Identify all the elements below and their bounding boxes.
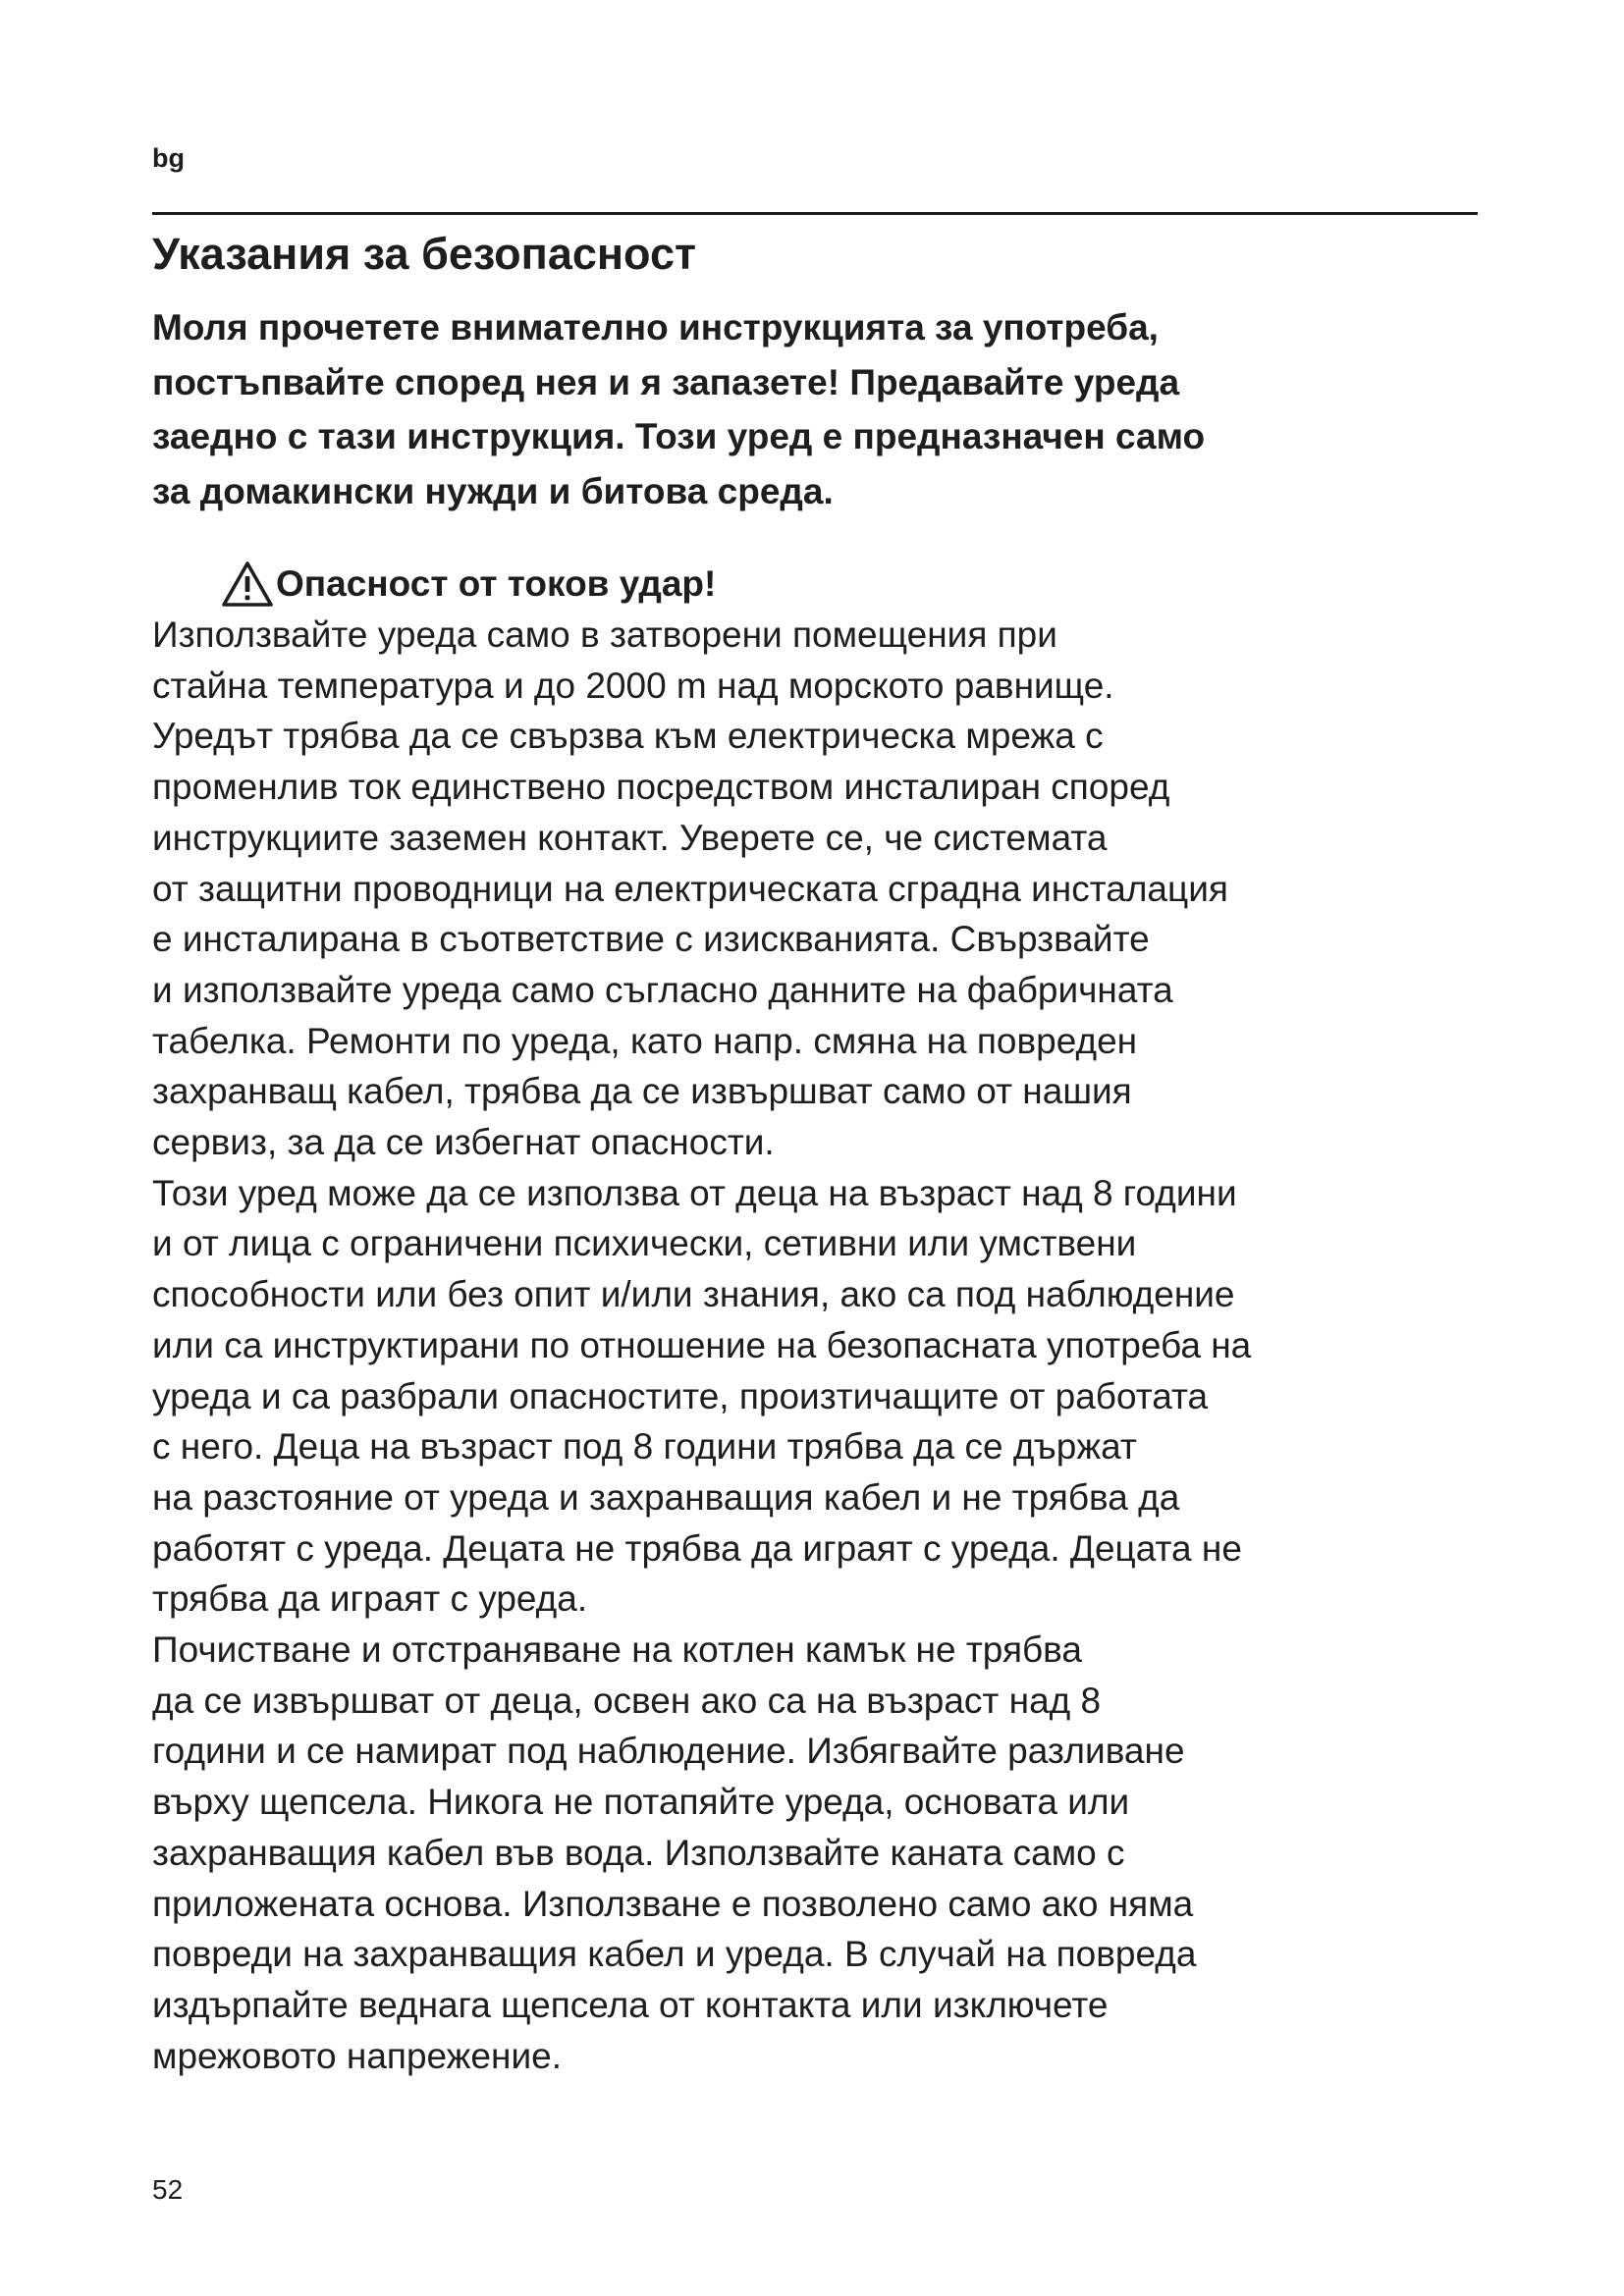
intro-line: постъпвайте според нея и я запазете! Предавайте уреда xyxy=(152,361,1180,402)
language-code: bg xyxy=(152,143,185,173)
body-line: табелка. Ремонти по уреда, като напр. смяна на повреден xyxy=(152,1020,1138,1061)
body-line: е инсталирана в съответствие с изискванията. Свързвайте xyxy=(152,919,1150,960)
body-line: върху щепсела. Никога не потапяйте уреда, основата или xyxy=(152,1782,1130,1823)
body-line: захранващ кабел, трябва да се извършват само от нашия xyxy=(152,1071,1132,1112)
body-line: на разстояние от уреда и захранващия кабел и не трябва да xyxy=(152,1476,1180,1518)
body-line: години и се намират под наблюдение. Избягвайте разливане xyxy=(152,1731,1185,1772)
body-line: приложената основа. Използване е позволено само ако няма xyxy=(152,1883,1194,1924)
body-line: с него. Деца на възраст под 8 години трябва да се държат xyxy=(152,1426,1137,1468)
body-line: или са инструктирани по отношение на безопасната употреба на xyxy=(152,1324,1252,1365)
body-line: Този уред може да се използва от деца на възраст над 8 години xyxy=(152,1172,1237,1213)
body-line: от защитни проводници на електрическата сградна инсталация xyxy=(152,868,1228,909)
intro-paragraph xyxy=(152,300,1488,518)
body-line: Уредът трябва да се свързва към електрическа мрежа с xyxy=(152,716,1104,757)
body-line: и от лица с ограничени психически, сетивни или умствени xyxy=(152,1223,1137,1264)
body-line: да се извършват от деца, освен ако са на възраст над 8 xyxy=(152,1680,1102,1721)
body-line: и използвайте уреда само съгласно данните на фабричната xyxy=(152,969,1173,1010)
intro-line: заедно с тази инструкция. Този уред е предназначен само xyxy=(152,416,1206,456)
warning-triangle-icon xyxy=(221,560,274,609)
page-number: 52 xyxy=(152,2174,184,2205)
body-line: Почистване и отстраняване на котлен камък не трябва xyxy=(152,1629,1083,1671)
warning-heading-text: Опасност от токов удар! xyxy=(276,563,717,604)
body-line: Използвайте уреда само в затворени помещения при xyxy=(152,614,1057,655)
body-line: променлив ток единствено посредством инсталиран според xyxy=(152,767,1170,808)
body-line: стайна температура и до 2000 m над морското равнище. xyxy=(152,665,1114,706)
body-line: повреди на захранващия кабел и уреда. В случай на повреда xyxy=(152,1934,1197,1975)
body-line: трябва да играят с уреда. xyxy=(152,1578,588,1620)
body-line: захранващия кабел във вода. Използвайте каната само с xyxy=(152,1832,1125,1873)
section-title: Указания за безопасност xyxy=(152,229,697,279)
intro-line: Моля прочетете внимателно инструкцията за употреба, xyxy=(152,307,1159,347)
body-line: работят с уреда. Децата не трябва да играят с уреда. Децата не xyxy=(152,1527,1242,1569)
body-line: уреда и са разбрали опасностите, произтичащите от работата xyxy=(152,1375,1209,1416)
warning-heading xyxy=(221,557,716,612)
body-line: инструкциите заземен контакт. Уверете се, че системата xyxy=(152,817,1108,858)
intro-line: за домакински нужди и битова среда. xyxy=(152,470,834,511)
safety-body-text xyxy=(152,610,1507,2081)
body-line: сервиз, за да се избегнат опасности. xyxy=(152,1122,775,1163)
body-line: способности или без опит и/или знания, ако са под наблюдение xyxy=(152,1274,1235,1315)
body-line: издърпайте веднага щепсела от контакта или изключете xyxy=(152,1984,1109,2025)
body-line: мрежовото напрежение. xyxy=(152,2035,562,2076)
header-rule xyxy=(152,212,1478,215)
